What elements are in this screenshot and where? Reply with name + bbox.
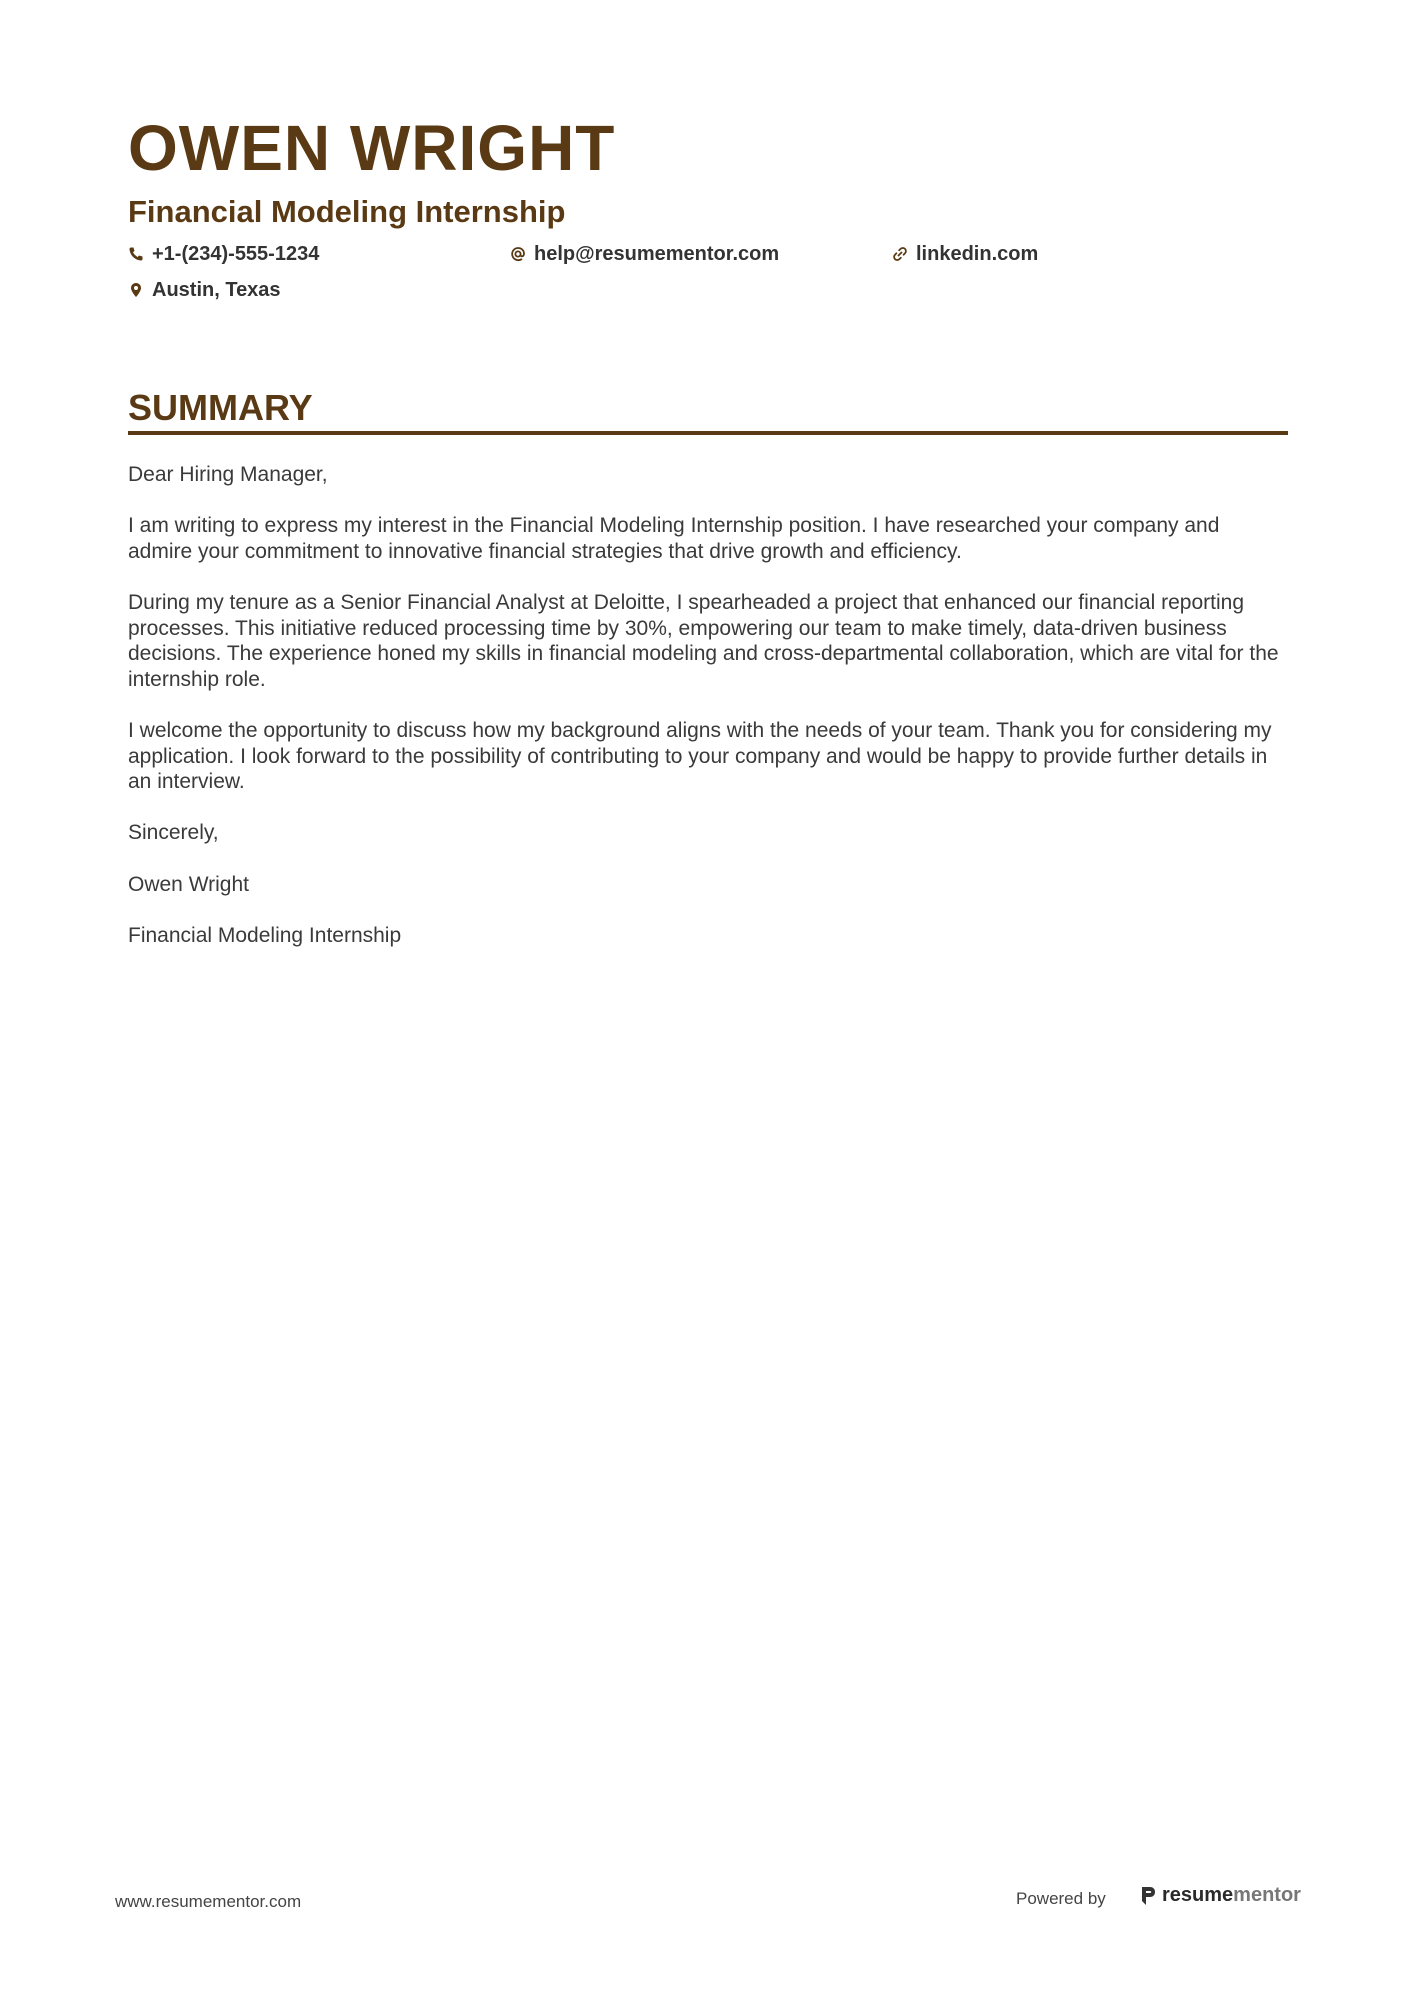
- map-pin-icon: [128, 282, 144, 298]
- powered-by-label: Powered by: [1016, 1889, 1106, 1908]
- letter-paragraph: I am writing to express my interest in the Financial Modeling Internship position. I have researched your company and admire your commitment to innovative financial strategies that drive growth and efficiency.: [128, 514, 1220, 563]
- letter-body: [128, 462, 1288, 974]
- link-icon: [892, 246, 908, 262]
- section-divider: [128, 431, 1288, 435]
- letter-closing: Sincerely,: [128, 821, 219, 845]
- location-text: Austin, Texas: [152, 279, 281, 301]
- email-text: help@resumementor.com: [534, 243, 780, 265]
- job-title: Financial Modeling Internship: [128, 194, 566, 229]
- brand-name-part1: resume: [1162, 1884, 1234, 1906]
- brand-logo[interactable]: [1140, 1884, 1301, 1907]
- contact-location: [128, 276, 281, 304]
- contact-email[interactable]: [510, 240, 779, 268]
- signature-name: Owen Wright: [128, 872, 249, 896]
- brand-name-part2: mentor: [1233, 1884, 1301, 1906]
- linkedin-text: linkedin.com: [916, 243, 1039, 265]
- signature-title: Financial Modeling Internship: [128, 923, 402, 947]
- section-title-summary: SUMMARY: [128, 387, 313, 428]
- candidate-name: OWEN WRIGHT: [128, 112, 616, 184]
- footer-url[interactable]: www.resumementor.com: [115, 1892, 302, 1911]
- resumementor-logo-icon: [1140, 1885, 1156, 1907]
- contact-linkedin[interactable]: [892, 240, 1038, 268]
- contact-phone: [128, 240, 319, 268]
- letter-paragraph: I welcome the opportunity to discuss how my background aligns with the needs of your team. Thank you for considering my application. I look forward to the possibility of contributing to your company and would be happy to provide further details in an interview.: [128, 718, 1272, 794]
- phone-text: +1-(234)-555-1234: [152, 243, 320, 265]
- letter-greeting: Dear Hiring Manager,: [128, 463, 328, 486]
- at-sign-icon: [510, 246, 526, 262]
- phone-icon: [128, 246, 144, 262]
- letter-paragraph: During my tenure as a Senior Financial Analyst at Deloitte, I spearheaded a project that enhanced our financial reporting processes. This initiative reduced processing time by 30%, empowering our team to make timely, data-driven business decisions. The experience honed my skills in financial modeling and cross-departmental collaboration, which are vital for the internship role.: [128, 590, 1279, 691]
